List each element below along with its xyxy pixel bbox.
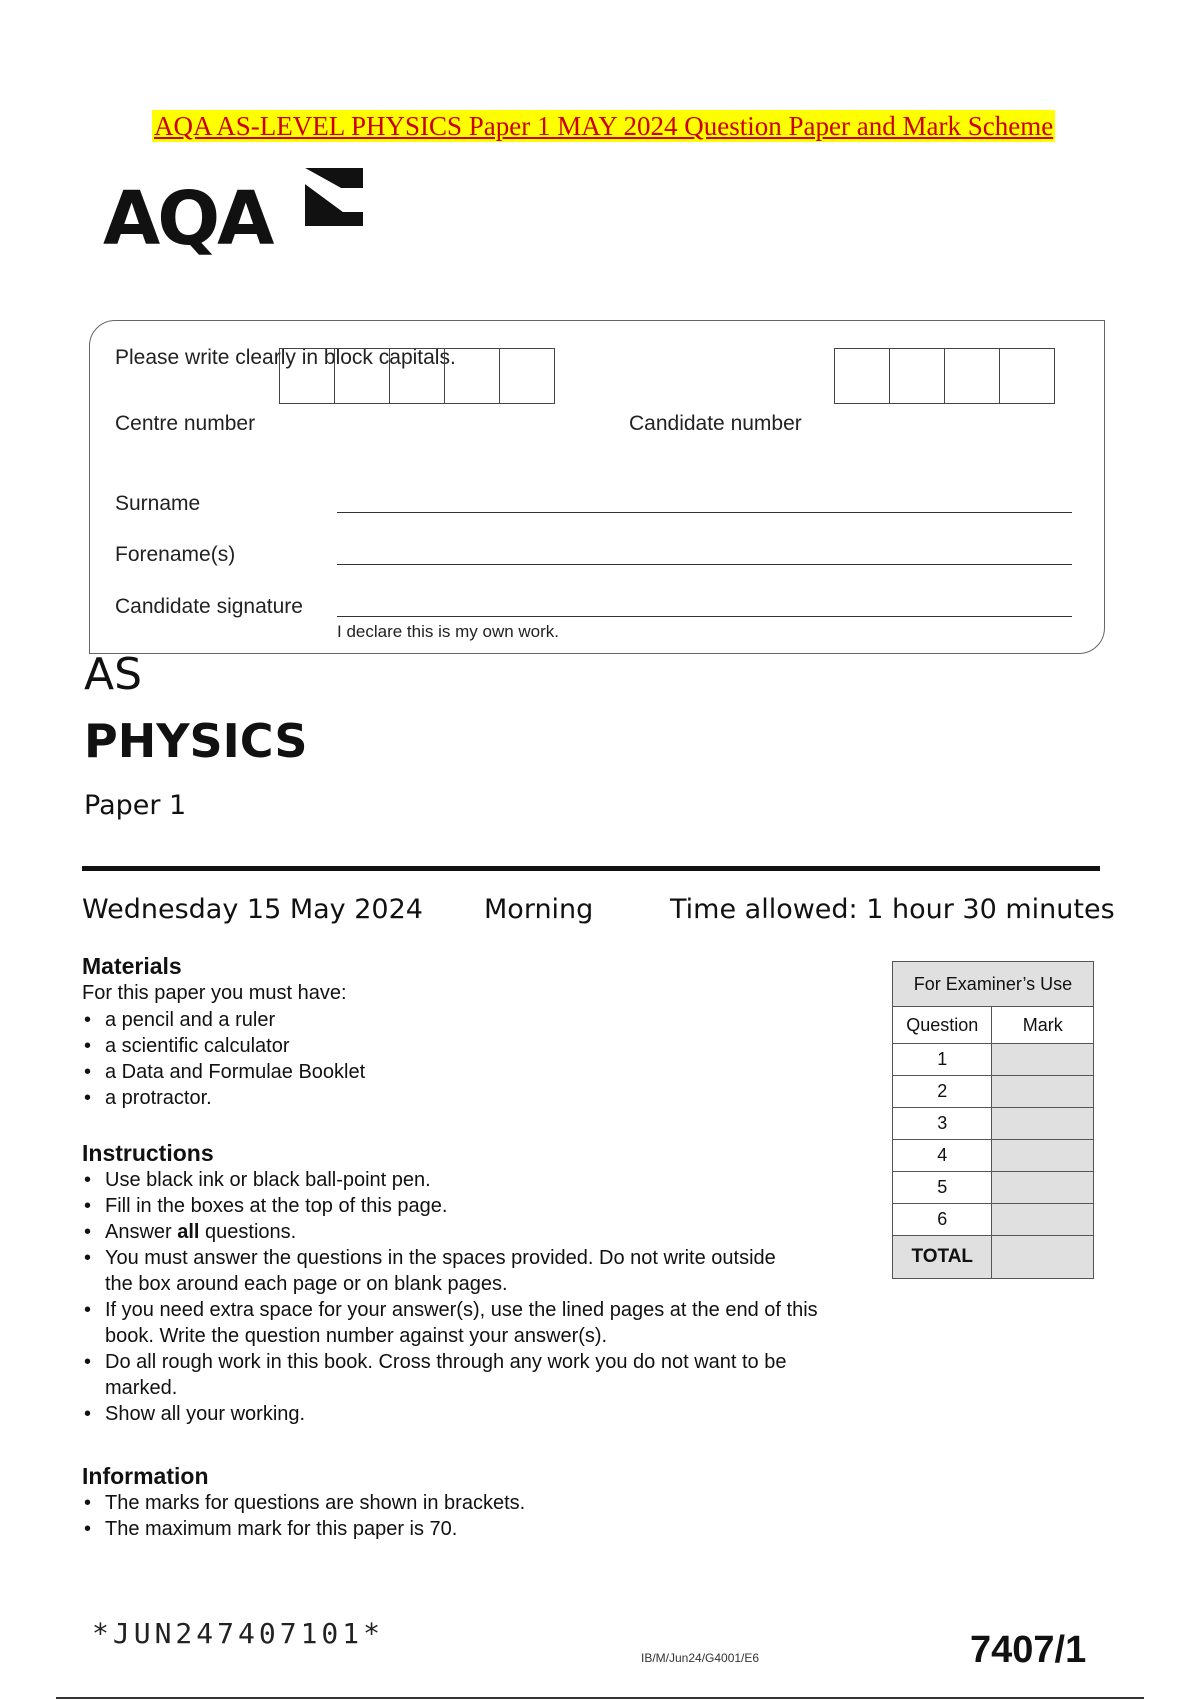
document-banner-title: AQA AS-LEVEL PHYSICS Paper 1 MAY 2024 Question Paper and Mark Scheme: [154, 111, 1054, 141]
instruction-item: • If you need extra space for your answer(s), use the lined pages at the end of this book. Write the question number against your answer(s).: [82, 1297, 862, 1349]
signature-label: Candidate signature: [115, 595, 303, 618]
instruction-text: Answer: [105, 1221, 178, 1243]
signature-field[interactable]: [337, 616, 1072, 617]
time-allowed: Time allowed: 1 hour 30 minutes: [670, 894, 1115, 925]
mark-cell: [992, 1076, 1094, 1108]
question-number: 1: [893, 1044, 992, 1076]
table-row: [893, 1108, 1094, 1140]
examiner-table-title: For Examiner’s Use: [893, 962, 1094, 1007]
document-reference: IB/M/Jun24/G4001/E6: [641, 1651, 760, 1665]
surname-field[interactable]: [337, 512, 1072, 513]
surname-label: Surname: [115, 492, 201, 515]
materials-item: • a scientific calculator: [82, 1033, 862, 1059]
candidate-digit-box[interactable]: [944, 348, 1000, 404]
information-heading: Information: [82, 1463, 209, 1489]
candidate-digit-box[interactable]: [999, 348, 1055, 404]
mark-cell: [992, 1204, 1094, 1236]
table-row: [893, 1172, 1094, 1204]
mark-cell: [992, 1140, 1094, 1172]
barcode-text: *JUN247407101*: [92, 1617, 385, 1650]
examiner-use-table: [892, 961, 1094, 1279]
instruction-item: • Do all rough work in this book. Cross through any work you do not want to be marked.: [82, 1349, 825, 1401]
question-number: 4: [893, 1140, 992, 1172]
instructions-heading: Instructions: [82, 1140, 214, 1166]
total-mark-cell: [992, 1236, 1094, 1279]
candidate-number-label: Candidate number: [629, 412, 802, 435]
information-section: [82, 1462, 862, 1542]
centre-digit-box[interactable]: [389, 348, 445, 404]
paper-code: 7407/1: [970, 1629, 1087, 1671]
footer-divider: [56, 1697, 1144, 1699]
section-divider: [82, 866, 1100, 871]
exam-session: Morning: [484, 894, 594, 925]
mark-cell: [992, 1172, 1094, 1204]
materials-heading: Materials: [82, 953, 182, 979]
instruction-item: • You must answer the questions in the spaces provided. Do not write outside the box around each page or on blank pages.: [82, 1245, 785, 1297]
instructions-section: [82, 1139, 862, 1427]
centre-digit-box[interactable]: [279, 348, 335, 404]
table-row: [893, 1076, 1094, 1108]
centre-digit-box[interactable]: [334, 348, 390, 404]
forenames-label: Forename(s): [115, 543, 236, 566]
total-label: TOTAL: [893, 1236, 992, 1279]
question-column-header: Question: [893, 1007, 992, 1044]
instruction-item: • Fill in the boxes at the top of this page.: [82, 1193, 862, 1219]
table-row: [893, 1044, 1094, 1076]
materials-item: • a pencil and a ruler: [82, 1007, 862, 1033]
declaration-text: I declare this is my own work.: [337, 622, 560, 641]
instruction-emphasis: all: [177, 1221, 200, 1243]
question-number: 6: [893, 1204, 992, 1236]
aqa-logo-mark-icon: [303, 166, 365, 228]
information-item: • The marks for questions are shown in brackets.: [82, 1490, 862, 1516]
instruction-text: questions.: [199, 1221, 297, 1243]
aqa-logo-text: AQA: [103, 176, 272, 262]
instruction-item: • Use black ink or black ball-point pen.: [82, 1167, 862, 1193]
aqa-logo: [103, 166, 365, 266]
mark-cell: [992, 1108, 1094, 1140]
exam-date: Wednesday 15 May 2024: [82, 894, 423, 925]
materials-section: [82, 952, 862, 1111]
question-number: 5: [893, 1172, 992, 1204]
table-row: [893, 1140, 1094, 1172]
question-number: 2: [893, 1076, 992, 1108]
forenames-field[interactable]: [337, 564, 1072, 565]
centre-digit-box[interactable]: [444, 348, 500, 404]
materials-intro: For this paper you must have:: [82, 982, 347, 1004]
materials-item: • a Data and Formulae Booklet: [82, 1059, 862, 1085]
mark-cell: [992, 1044, 1094, 1076]
total-row: [893, 1236, 1094, 1279]
centre-number-boxes[interactable]: [280, 348, 555, 404]
candidate-digit-box[interactable]: [834, 348, 890, 404]
centre-digit-box[interactable]: [499, 348, 555, 404]
block-capitals-instruction: Please write clearly in block capitals.: [115, 346, 456, 369]
candidate-details-box: [89, 320, 1105, 654]
table-row: [893, 1204, 1094, 1236]
information-item: • The maximum mark for this paper is 70.: [82, 1516, 862, 1542]
candidate-digit-box[interactable]: [889, 348, 945, 404]
qualification-level: AS: [84, 649, 143, 700]
instruction-item: [82, 1219, 862, 1245]
instruction-item: • Show all your working.: [82, 1401, 862, 1427]
paper-number: Paper 1: [84, 790, 187, 821]
candidate-number-boxes[interactable]: [835, 348, 1055, 404]
centre-number-label: Centre number: [115, 412, 256, 435]
materials-item: • a protractor.: [82, 1085, 862, 1111]
subject-title: PHYSICS: [84, 714, 308, 768]
mark-column-header: Mark: [992, 1007, 1094, 1044]
question-number: 3: [893, 1108, 992, 1140]
